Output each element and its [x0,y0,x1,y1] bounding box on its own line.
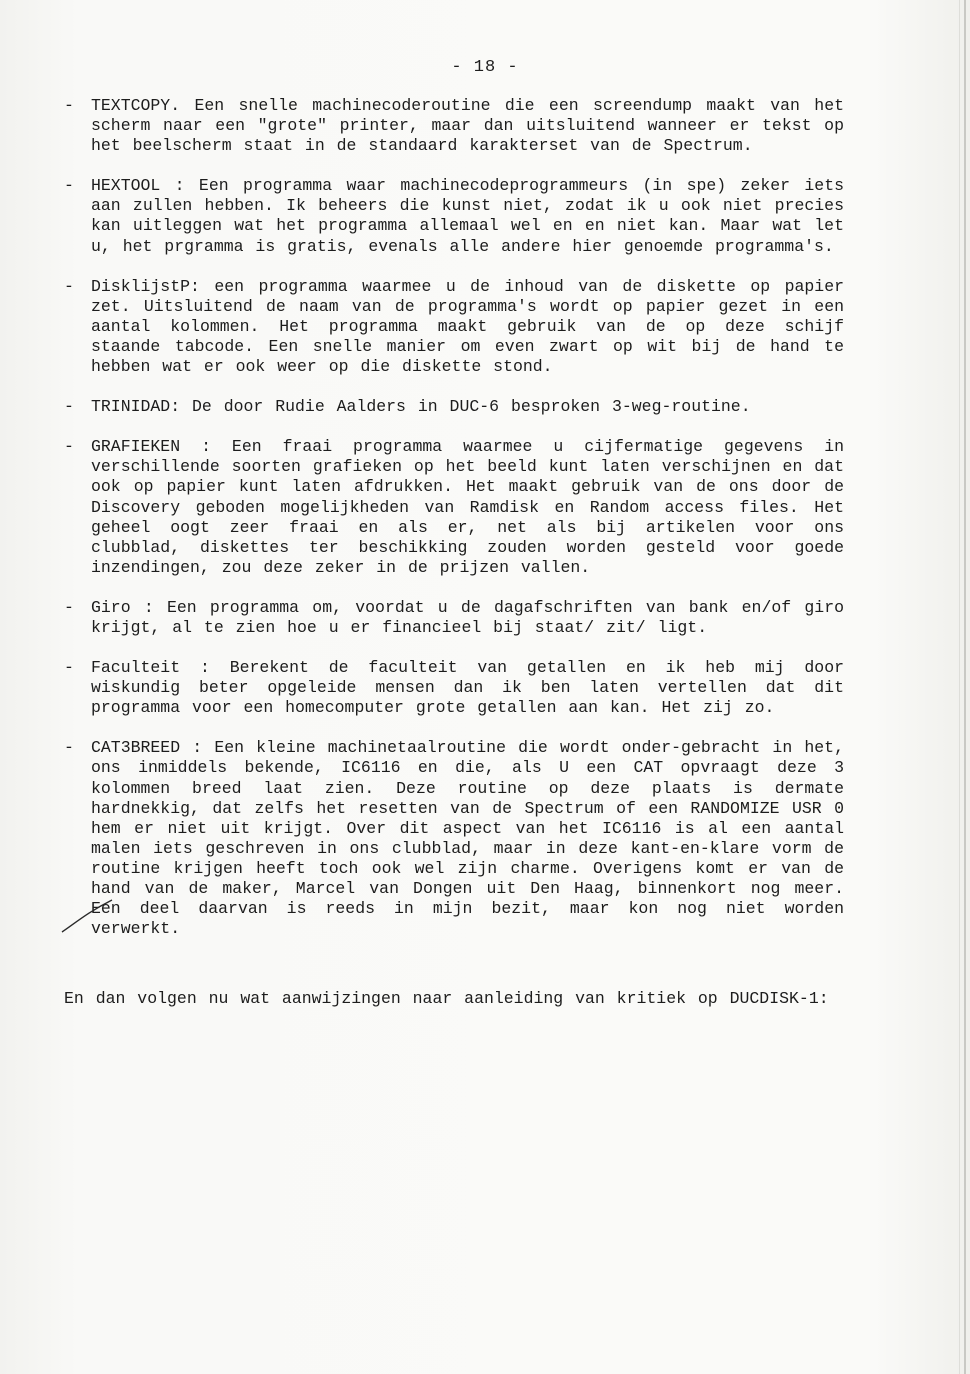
entry-text: DisklijstP: een programma waarmee u de inhoud van de diskette op papier zet. Uitsluitend de naam van de programma's wordt op papier gezet in een aantal kolommen. Het programma maakt gebruik van de op deze schijf staande tabcode. Een snelle manier om even zwart op wit bij de hand te hebben wat er ook weer op die diskette stond. [91,276,844,377]
closing-paragraph: En dan volgen nu wat aanwijzingen naar aanleiding van kritiek op DUCDISK-1: [64,989,829,1009]
entry-faculteit [64,658,844,718]
list-dash: - [64,276,74,296]
page-edge-shadow [959,0,960,1374]
list-dash: - [64,597,74,617]
page-content [64,96,844,1009]
entry-text: Giro : Een programma om, voordat u de dagafschriften van bank en/of giro krijgt, al te zien hoe u er financieel bij staat/ zit/ ligt. [91,597,844,637]
entry-cat3breed [64,738,844,939]
list-dash: - [64,658,74,678]
list-dash: - [64,176,74,196]
entry-trinidad [64,397,844,417]
entry-hextool [64,176,844,256]
list-dash: - [64,437,74,457]
entry-textcopy [64,96,844,156]
entry-text: Faculteit : Berekent de faculteit van getallen en ik heb mij door wiskundig beter opgeleide mensen dan ik ben laten vertellen dat dit programma voor een homecomputer grote getallen aan kan. Het zij zo. [91,658,844,718]
entry-text: TRINIDAD: De door Rudie Aalders in DUC-6 besproken 3-weg-routine. [91,397,751,417]
list-dash: - [64,96,74,115]
entry-text: TEXTCOPY. Een snelle machinecoderoutine die een screendump maakt van het scherm naar een "grote" printer, maar dan uitsluitend wanneer er tekst op het beelscherm staat in de standaard karakterset van de Spectrum. [91,96,844,156]
list-dash: - [64,738,74,758]
list-dash: - [64,397,74,417]
page-edge [964,0,966,1374]
entry-text: CAT3BREED : Een kleine machinetaalroutine die wordt onder-gebracht in het, ons inmiddels bekende, IC6116 en die, als U een CAT opvraagt deze 3 kolommen breed laat zien. Deze routine op deze plaats is dermate hardnekkig, dat zelfs het resetten van de Spectrum of een RANDOMIZE USR 0 hem er niet uit krijgt. Over dit aspect van het IC6116 is al een aantal malen iets geschreven in ons clubblad, maar in deze kant-en-klare vorm de routine krijgen heeft toch ook wel zijn charme. Overigens komt er van de hand van de maker, Marcel van Dongen uit Den Haag, binnenkort nog meer. Een deel daarvan is reeds in mijn bezit, maar kon nog niet worden verwerkt. [91,738,844,939]
entry-text: HEXTOOL : Een programma waar machinecodeprogrammeurs (in spe) zeker iets aan zullen hebben. Ik beheers die kunst niet, zodat ik u ook niet precies kan uitleggen wat het programma allemaal wel en en niet kan. Maar wat let u, het prgramma is gratis, evenals alle andere hier genoemde programma's. [91,176,844,256]
entry-text: GRAFIEKEN : Een fraai programma waarmee u cijfermatige gegevens in verschillende soorten grafieken op het beeld kunt laten verschijnen en dat ook op papier kunt laten afdrukken. Het maakt gebruik van de ons door de Discovery geboden mogelijkheden van Ramdisk en Random access files. Het geheel oogt zeer fraai en als er, net als bij artikelen voor ons clubblad, diskettes ter beschikking zouden worden gesteld voor goede inzendingen, zou deze zeker in de prijzen vallen. [91,437,844,577]
entry-giro [64,598,844,638]
entry-disklijstp [64,277,844,377]
page-number: - 18 - [451,58,519,77]
entry-grafieken [64,437,844,578]
handwritten-pen-stroke [60,896,114,936]
